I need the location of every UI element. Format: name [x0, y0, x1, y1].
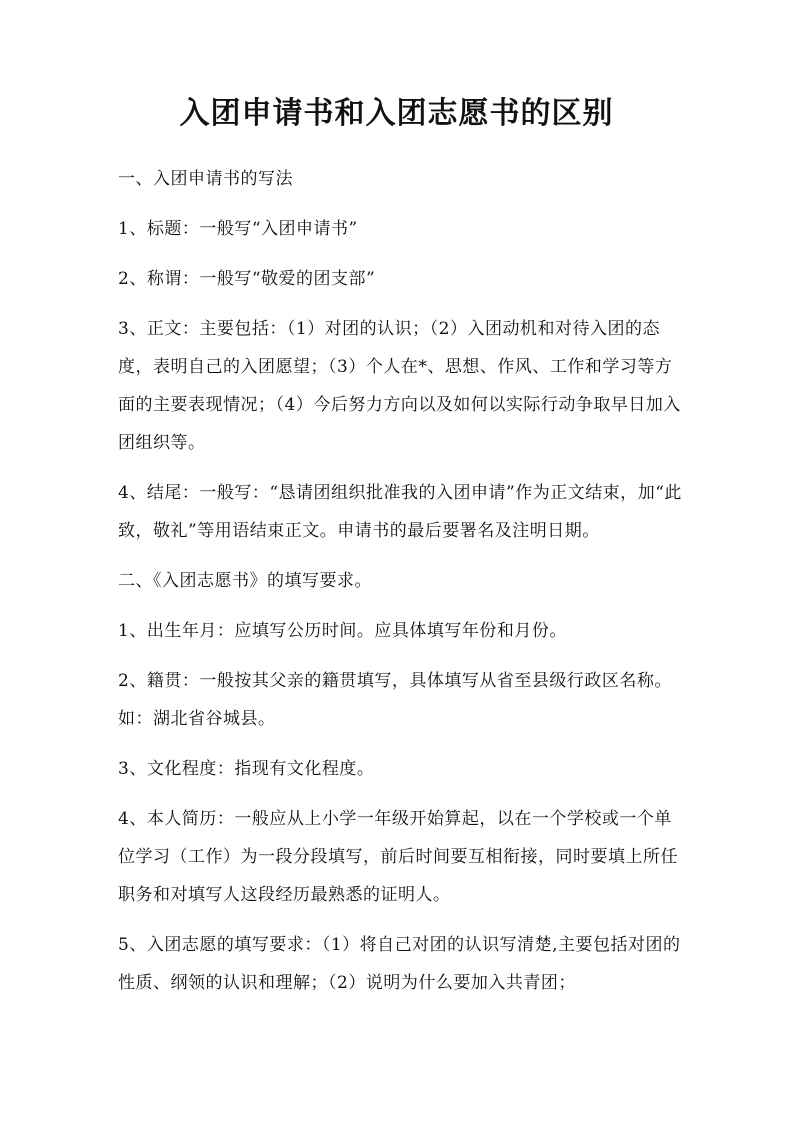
paragraph-birth-date: 1、出生年月：应填写公历时间。应具体填写年份和月份。	[118, 621, 567, 641]
paragraph-aspiration: 5、入团志愿的填写要求：（1）将自己对团的认识写清楚,主要包括对团的性质、纲领的认识和理解；（2）说明为什么要加入共青团；	[118, 935, 681, 993]
paragraph-native-place: 2、籍贯：一般按其父亲的籍贯填写，具体填写从省至县级行政区名称。如：湖北省谷城县。	[118, 671, 672, 729]
paragraph-ending-rule: 4、结尾：一般写：“恳请团组织批准我的入团申请”作为正文结束，加“此致，敬礼”等用语结束正文。申请书的最后要署名及注明日期。	[118, 483, 682, 541]
paragraph-title-rule: 1、标题：一般写“入团申请书”	[118, 219, 358, 239]
paragraph-resume: 4、本人简历：一般应从上小学一年级开始算起，以在一个学校或一个单位学习（工作）为一段分段填写，前后时间要互相衔接，同时要填上所任职务和对填写人这段经历最熟悉的证明人。	[118, 809, 678, 905]
paragraph-salutation-rule: 2、称谓：一般写“敬爱的团支部”	[118, 269, 376, 289]
document-body	[118, 160, 688, 1014]
paragraph-education-level: 3、文化程度：指现有文化程度。	[118, 759, 375, 779]
document-title: 入团申请书和入团志愿书的区别	[179, 96, 614, 131]
paragraph-body-rule: 3、正文：主要包括：（1）对团的认识；（2）入团动机和对待入团的态度，表明自己的入团愿望；（3）个人在*、思想、作风、工作和学习等方面的主要表现情况；（4）今后努力方向以及如何以实际行动争取早日加入团组织等。	[118, 319, 681, 453]
section-heading-volunteer-form: 二、《入团志愿书》的填写要求。	[118, 571, 372, 591]
section-heading-application: 一、入团申请书的写法	[118, 169, 293, 189]
